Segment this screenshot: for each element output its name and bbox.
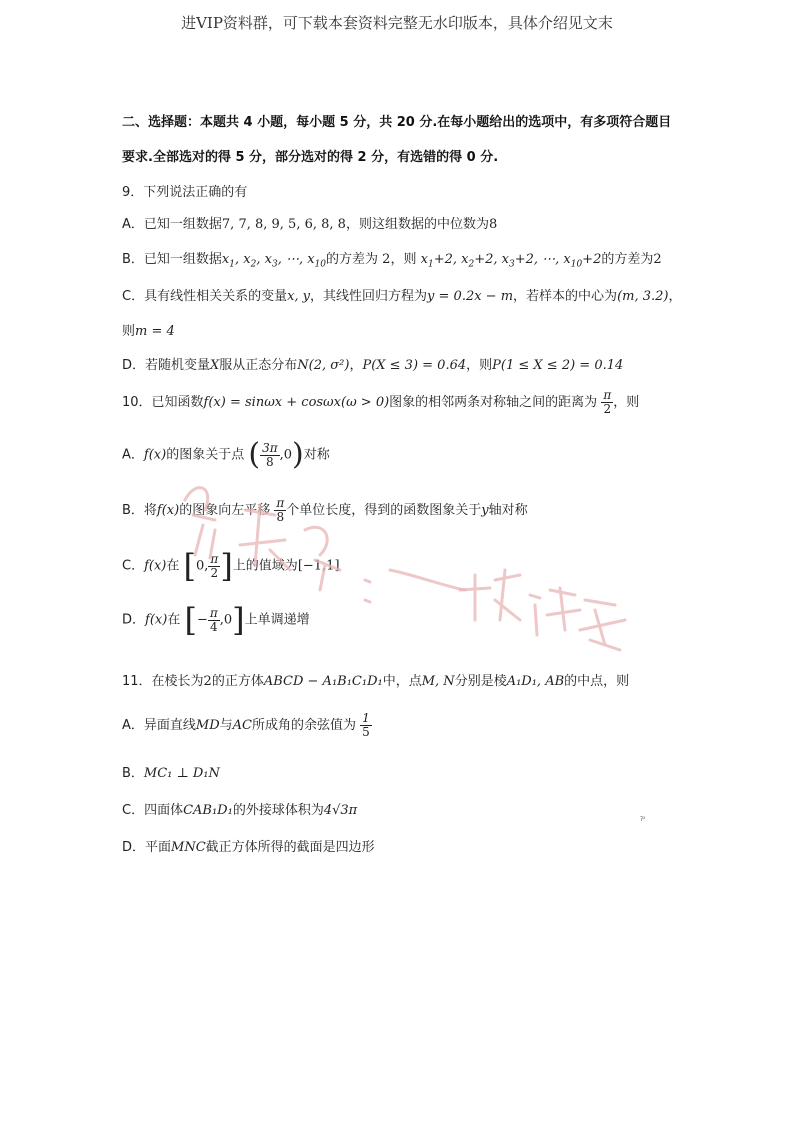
watermark-stroke [530,588,580,635]
section-heading-line2: 要求.全部选对的得 5 分，部分选对的得 2 分，有选错的得 0 分. [122,150,499,165]
q10-a-fraction: $\frac{3\pi}{8}$ [262,440,278,469]
scan-artifact-mark: ʔ² [640,816,646,823]
q10-stem-fraction: $\frac{\pi}{2}$ [603,388,612,416]
q11-option-a: A．异面直线MD与AC所成角的余弦值为 $\frac{1}{5}$ [122,711,370,739]
q11-option-c: C．四面体CAB₁D₁的外接球体积为4√3π [122,803,358,818]
q9-option-b: B．已知一组数据$x_1$, $x_2$, $x_3$, ⋯, $x_{10}$的方差为 2，则 $x_1+2$, $x_2+2$, $x_3+2$, ⋯, $x_{10}+2$的方差为2 [122,252,662,270]
q11-stem: 11．在棱长为2的正方体ABCD − A₁B₁C₁D₁中，点M, N分别是棱A₁D₁, AB的中点，则 [122,674,630,689]
q11-option-b: B．MC₁ ⊥ D₁N [122,766,220,781]
watermark-stroke [460,570,520,620]
q10-option-d: D．f(x)在 [− $\frac{\pi}{4}$ ,0]上单调递增 [122,601,310,639]
watermark [175,470,635,670]
q10-b-fraction: $\frac{\pi}{8}$ [276,496,285,524]
watermark-stroke [185,488,215,558]
watermark-stroke [390,570,465,590]
watermark-stroke [580,600,625,650]
q10-d-fraction: $\frac{\pi}{4}$ [209,605,218,634]
watermark-stroke [240,505,290,570]
q9-option-a: A．已知一组数据7, 7, 8, 9, 5, 6, 8, 8，则这组数据的中位数为8 [122,217,498,232]
q9-option-c: C．具有线性相关关系的变量x, y，其线性回归方程为y = 0.2x − m，若样本的中心为(m, 3.2)， [122,289,682,304]
q10-c-fraction: $\frac{\pi}{2}$ [210,551,219,580]
q11-option-d: D．平面MNC截正方体所得的截面是四边形 [122,840,375,855]
q10-option-a: A．f(x)的图象关于点 ( $\frac{3\pi}{8}$ ,0)对称 [122,437,330,472]
watermark-stroke [305,527,340,590]
q9-option-d: D．若随机变量X服从正态分布N(2, σ²)，P(X ≤ 3) = 0.64，则P(1 ≤ X ≤ 2) = 0.14 [122,358,624,373]
q9-option-c-line2: 则m = 4 [122,324,175,339]
q10-option-c: C．f(x)在 [0, $\frac{\pi}{2}$ ]上的值域为[−1,1] [122,547,340,585]
q9-b-shifted-formula: $x_1+2$, $x_2+2$, $x_3+2$, ⋯, $x_{10}+2$ [420,252,602,270]
q10-stem: 10．已知函数f(x) = sinωx + cosωx(ω > 0)图象的相邻两条对称轴之间的距离为 $\frac{\pi}{2}$ ，则 [122,388,640,416]
q10-option-b: B．将f(x)的图象向左平移 $\frac{\pi}{8}$ 个单位长度，得到的函数图象关于y轴对称 [122,496,528,524]
section-heading-line1: 二、选择题：本题共 4 小题，每小题 5 分，共 20 分.在每小题给出的选项中，有多项符合题目 [122,115,672,130]
promo-banner: 进VIP资料群，可下载本套资料完整无水印版本，具体介绍见文末 [181,14,613,32]
q11-a-fraction: $\frac{1}{5}$ [362,711,370,739]
q9-b-data-formula: $x_1$, $x_2$, $x_3$, ⋯, $x_{10}$ [221,252,327,270]
watermark-stroke [365,580,370,602]
q9-stem: 9．下列说法正确的有 [122,185,248,200]
